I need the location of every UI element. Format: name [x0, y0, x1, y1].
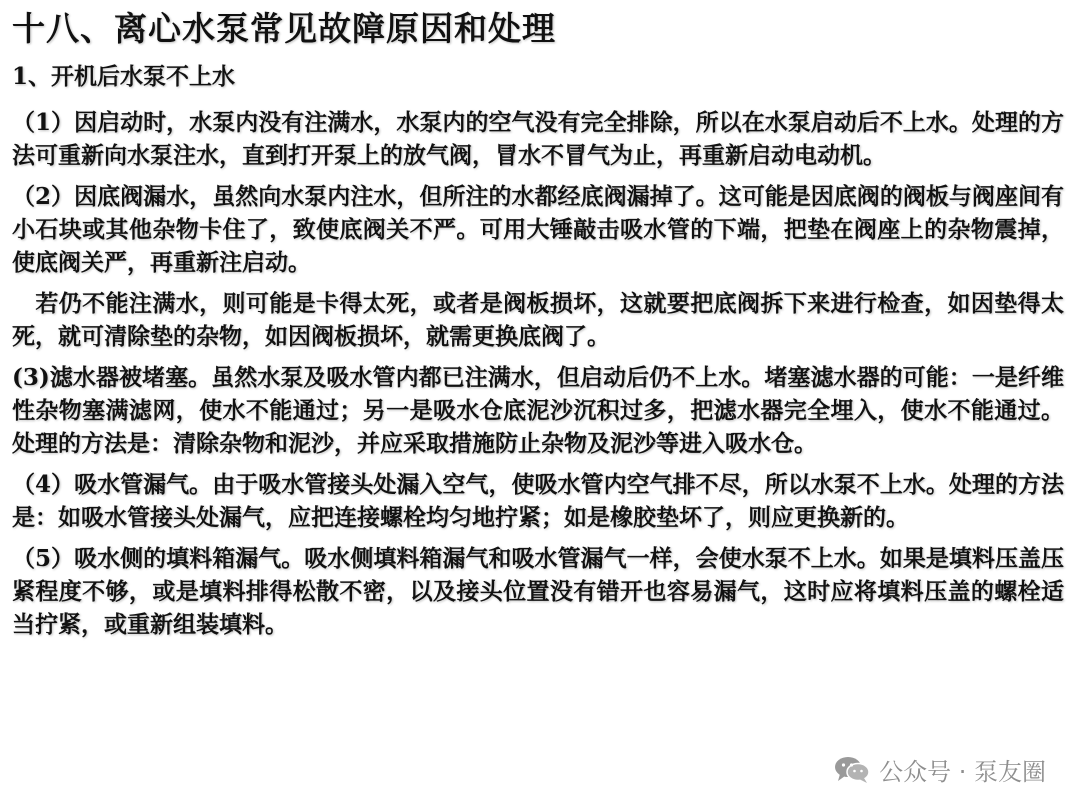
wechat-icon	[833, 755, 871, 785]
document-page	[12, 6, 1064, 649]
page-title: 十八、离心水泵常见故障原因和处理	[12, 9, 556, 48]
paragraph-4: (3)滤水器被堵塞。虽然水泵及吸水管内都已注满水，但启动后仍不上水。堵塞滤水器的可能：一是纤维性杂物塞满滤网，使水不能通过；另一是吸水仓底泥沙沉积过多，把滤水器完全埋入，使水不能通过。处理的方法是：清除杂物和泥沙，并应采取措施防止杂物及泥沙等进入吸水仓。	[12, 364, 1064, 457]
paragraph-2: （2）因底阀漏水，虽然向水泵内注水，但所注的水都经底阀漏掉了。这可能是因底阀的阀板与阀座间有小石块或其他杂物卡住了，致使底阀关不严。可用大锤敲击吸水管的下端，把垫在阀座上的杂物震掉，使底阀关严，再重新注启动。	[12, 183, 1064, 276]
paragraph-3: 若仍不能注满水，则可能是卡得太死，或者是阀板损坏，这就要把底阀拆下来进行检查，如因垫得太死，就可清除垫的杂物，如因阀板损坏，就需更换底阀了。	[12, 290, 1064, 350]
watermark-text: 公众号 · 泵友圈	[879, 758, 1046, 786]
watermark	[833, 752, 1046, 787]
section-heading: 1、开机后水泵不上水	[12, 63, 236, 90]
paragraph-5: （4）吸水管漏气。由于吸水管接头处漏入空气，使吸水管内空气排不尽，所以水泵不上水。处理的方法是：如吸水管接头处漏气，应把连接螺栓均匀地拧紧；如是橡胶垫坏了，则应更换新的。	[12, 471, 1064, 531]
paragraph-1: （1）因启动时，水泵内没有注满水，水泵内的空气没有完全排除，所以在水泵启动后不上水。处理的方法可重新向水泵注水，直到打开泵上的放气阀，冒水不冒气为止，再重新启动电动机。	[12, 109, 1064, 169]
paragraph-6: （5）吸水侧的填料箱漏气。吸水侧填料箱漏气和吸水管漏气一样，会使水泵不上水。如果是填料压盖压紧程度不够，或是填料排得松散不密，以及接头位置没有错开也容易漏气，这时应将填料压盖的螺栓适当拧紧，或重新组装填料。	[12, 545, 1064, 638]
